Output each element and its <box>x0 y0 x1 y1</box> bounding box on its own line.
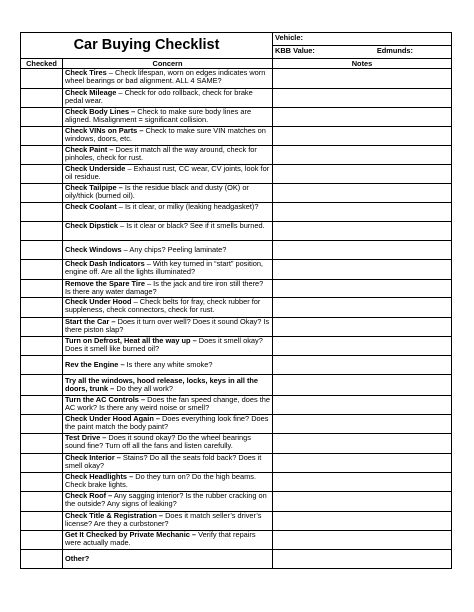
notes-cell[interactable] <box>273 512 452 531</box>
notes-cell[interactable] <box>273 222 452 241</box>
concern-detail: – Any chips? Peeling laminate? <box>121 244 227 254</box>
concern-heading: Check Dipstick <box>65 221 118 230</box>
concern-detail: Does it match seller’s driver’s license? Are they a curbstoner? <box>65 511 262 529</box>
notes-cell[interactable] <box>273 550 452 569</box>
concern-heading: Rev the Engine – <box>65 359 125 369</box>
kbb-label: KBB Value: <box>275 46 315 55</box>
checklist-row <box>21 415 452 434</box>
concern-heading: Check Tires <box>65 68 107 77</box>
notes-cell[interactable] <box>273 434 452 454</box>
concern-cell <box>63 222 273 241</box>
concern-detail: – Check lifespan, worn on edges indicates worn wheel bearings or bad alignment. ALL 4 SAME? <box>65 68 266 86</box>
checklist-row <box>21 241 452 260</box>
concern-detail: – Exhaust rust, CC wear, CV joints, look for oil residue. <box>65 164 270 182</box>
notes-cell[interactable] <box>273 241 452 260</box>
concern-heading: Check Interior – <box>65 453 121 462</box>
concern-detail: Does it match all the way around, check for pinholes, check for rust. <box>65 145 257 163</box>
concern-detail: Check to make sure body lines are aligned. Misalignment = significant collision. <box>65 107 252 125</box>
checked-cell[interactable] <box>21 241 63 260</box>
checklist-row <box>21 337 452 356</box>
checked-cell[interactable] <box>21 396 63 415</box>
concern-cell <box>63 415 273 434</box>
concern-heading: Check Roof – <box>65 491 113 500</box>
concern-cell <box>63 108 273 127</box>
concern-cell <box>63 356 273 375</box>
concern-detail: Do they all work? <box>114 384 174 393</box>
concern-detail: Is the residue black and dusty (OK) or oily/thick (burned oil). <box>65 183 249 201</box>
concern-detail: Does everything look fine? Does the paint match the body paint? <box>65 414 269 432</box>
checked-cell[interactable] <box>21 375 63 396</box>
concern-cell <box>63 492 273 512</box>
concern-cell <box>63 203 273 222</box>
concern-detail: Is there any white smoke? <box>124 359 213 369</box>
concern-heading: Check Under Hood Again – <box>65 414 160 423</box>
concern-cell <box>63 89 273 108</box>
concern-heading: Check Mileage <box>65 88 117 97</box>
checked-cell[interactable] <box>21 356 63 375</box>
concern-cell <box>63 280 273 298</box>
notes-cell[interactable] <box>273 492 452 512</box>
notes-cell[interactable] <box>273 473 452 492</box>
column-header-notes: Notes <box>273 59 452 69</box>
concern-heading: Check Headlights – <box>65 472 134 481</box>
checklist-row <box>21 69 452 89</box>
concern-cell <box>63 260 273 280</box>
concern-cell <box>63 146 273 165</box>
checklist-row <box>21 318 452 337</box>
concern-cell <box>63 396 273 415</box>
concern-detail: – Is the jack and tire iron still there? Is there any water damage? <box>65 279 264 297</box>
page-title: Car Buying Checklist <box>21 33 273 59</box>
notes-cell[interactable] <box>273 298 452 318</box>
checked-cell[interactable] <box>21 260 63 280</box>
concern-heading: Check Under Hood <box>65 297 132 306</box>
checklist-row <box>21 396 452 415</box>
concern-detail: Any sagging interior? Is the rubber cracking on the outside? Any signs of leaking? <box>65 491 267 509</box>
concern-detail: – Check for odo rollback, check for brake pedal wear. <box>65 88 253 106</box>
concern-heading: Check VINs on Parts – <box>65 126 144 135</box>
checked-cell[interactable] <box>21 298 63 318</box>
checked-cell[interactable] <box>21 108 63 127</box>
concern-detail: – Check belts for fray, check rubber for suppleness, check connectors, check for rust. <box>65 297 261 315</box>
checked-cell[interactable] <box>21 434 63 454</box>
concern-heading: Other? <box>65 553 90 563</box>
column-header-checked: Checked <box>21 59 63 69</box>
concern-cell <box>63 241 273 260</box>
concern-cell <box>63 127 273 146</box>
concern-cell <box>63 69 273 89</box>
concern-detail: – With key turned in “start” position, engine off. Are all the lights illuminated? <box>65 259 263 277</box>
concern-heading: Check Coolant <box>65 202 117 211</box>
checked-cell[interactable] <box>21 69 63 89</box>
notes-cell[interactable] <box>273 203 452 222</box>
checked-cell[interactable] <box>21 127 63 146</box>
concern-heading: Check Body Lines – <box>65 107 136 116</box>
checklist-row <box>21 184 452 203</box>
checked-cell[interactable] <box>21 203 63 222</box>
notes-cell[interactable] <box>273 184 452 203</box>
concern-heading: Try all the windows, hood release, locks, keys in all the doors, trunk – <box>65 375 259 393</box>
concern-detail: Stains? Do all the seats fold back? Does it smell okay? <box>65 453 262 471</box>
checklist-row <box>21 434 452 454</box>
checked-cell[interactable] <box>21 165 63 184</box>
concern-heading: Check Dash Indicators <box>65 259 145 268</box>
concern-cell <box>63 550 273 569</box>
notes-cell[interactable] <box>273 415 452 434</box>
notes-cell[interactable] <box>273 337 452 356</box>
concern-cell <box>63 512 273 531</box>
checklist-row <box>21 146 452 165</box>
notes-cell[interactable] <box>273 165 452 184</box>
concern-cell <box>63 318 273 337</box>
concern-heading: Start the Car – <box>65 317 116 326</box>
concern-detail: Does it sound okay? Do the wheel bearings sound fine? Turn off all the fans and listen carefully. <box>65 433 251 451</box>
checked-cell[interactable] <box>21 184 63 203</box>
checked-cell[interactable] <box>21 492 63 512</box>
concern-cell <box>63 454 273 473</box>
concern-detail: Verify that repairs were actually made. <box>65 530 256 548</box>
checklist-row <box>21 127 452 146</box>
checked-cell[interactable] <box>21 454 63 473</box>
checklist-row <box>21 492 452 512</box>
checklist-row <box>21 356 452 375</box>
checklist-row <box>21 298 452 318</box>
concern-heading: Check Windows <box>65 244 122 254</box>
concern-cell <box>63 298 273 318</box>
checklist-row <box>21 550 452 569</box>
checklist-row <box>21 108 452 127</box>
notes-cell[interactable] <box>273 375 452 396</box>
checklist-row <box>21 280 452 298</box>
checklist-row <box>21 531 452 550</box>
checked-cell[interactable] <box>21 146 63 165</box>
notes-cell[interactable] <box>273 146 452 165</box>
checked-cell[interactable] <box>21 512 63 531</box>
checklist-row <box>21 473 452 492</box>
concern-detail: – Is it clear, or milky (leaking headgasket)? <box>116 202 259 211</box>
checklist-row <box>21 222 452 241</box>
concern-cell <box>63 434 273 454</box>
checklist-row <box>21 260 452 280</box>
checked-cell[interactable] <box>21 550 63 569</box>
notes-cell[interactable] <box>273 531 452 550</box>
column-header-concern: Concern <box>63 59 273 69</box>
notes-cell[interactable] <box>273 318 452 337</box>
column-header-row <box>21 59 452 69</box>
concern-heading: Check Underside <box>65 164 126 173</box>
concern-heading: Get It Checked by Private Mechanic – <box>65 530 197 539</box>
concern-cell <box>63 184 273 203</box>
notes-cell[interactable] <box>273 69 452 89</box>
checklist-row <box>21 454 452 473</box>
notes-cell[interactable] <box>273 454 452 473</box>
concern-detail: Check to make sure VIN matches on windows, doors, etc. <box>65 126 266 144</box>
concern-detail: – Is it clear or black? See if it smells burned. <box>118 221 265 230</box>
concern-cell <box>63 337 273 356</box>
checklist-row <box>21 512 452 531</box>
concern-heading: Remove the Spare Tire <box>65 279 145 288</box>
notes-cell[interactable] <box>273 108 452 127</box>
checked-cell[interactable] <box>21 337 63 356</box>
concern-heading: Turn the AC Controls – <box>65 395 146 404</box>
notes-cell[interactable] <box>273 260 452 280</box>
concern-cell <box>63 473 273 492</box>
notes-cell[interactable] <box>273 356 452 375</box>
concern-heading: Turn on Defrost, Heat all the way up – <box>65 336 197 345</box>
concern-heading: Check Paint – <box>65 145 114 154</box>
concern-cell <box>63 375 273 396</box>
vehicle-label: Vehicle: <box>275 33 303 42</box>
vehicle-field[interactable] <box>273 33 452 46</box>
concern-detail: Does the fan speed change, does the AC work? Is there any weird noise or smell? <box>65 395 270 413</box>
title-row <box>21 33 452 46</box>
notes-cell[interactable] <box>273 89 452 108</box>
edmunds-label: Edmunds: <box>376 46 413 55</box>
checked-cell[interactable] <box>21 222 63 241</box>
checklist-row <box>21 375 452 396</box>
concern-heading: Check Tailpipe – <box>65 183 123 192</box>
notes-cell[interactable] <box>273 396 452 415</box>
concern-cell <box>63 165 273 184</box>
concern-detail: Do they turn on? Do the high beams. Check brake lights. <box>65 472 257 490</box>
notes-cell[interactable] <box>273 127 452 146</box>
checked-cell[interactable] <box>21 531 63 550</box>
checked-cell[interactable] <box>21 415 63 434</box>
value-field[interactable] <box>273 46 452 59</box>
concern-cell <box>63 531 273 550</box>
concern-detail: Does it smell okay? Does it smell like burned oil? <box>65 336 263 354</box>
notes-cell[interactable] <box>273 280 452 298</box>
concern-heading: Check Title & Registration – <box>65 511 164 520</box>
concern-heading: Test Drive – <box>65 433 107 442</box>
checklist-sheet <box>20 32 451 569</box>
checklist-row <box>21 165 452 184</box>
checked-cell[interactable] <box>21 473 63 492</box>
checklist-table <box>20 32 452 569</box>
checked-cell[interactable] <box>21 318 63 337</box>
checked-cell[interactable] <box>21 280 63 298</box>
concern-detail: Does it turn over well? Does it sound Okay? Is there piston slap? <box>65 317 270 335</box>
checklist-row <box>21 203 452 222</box>
checked-cell[interactable] <box>21 89 63 108</box>
checklist-row <box>21 89 452 108</box>
